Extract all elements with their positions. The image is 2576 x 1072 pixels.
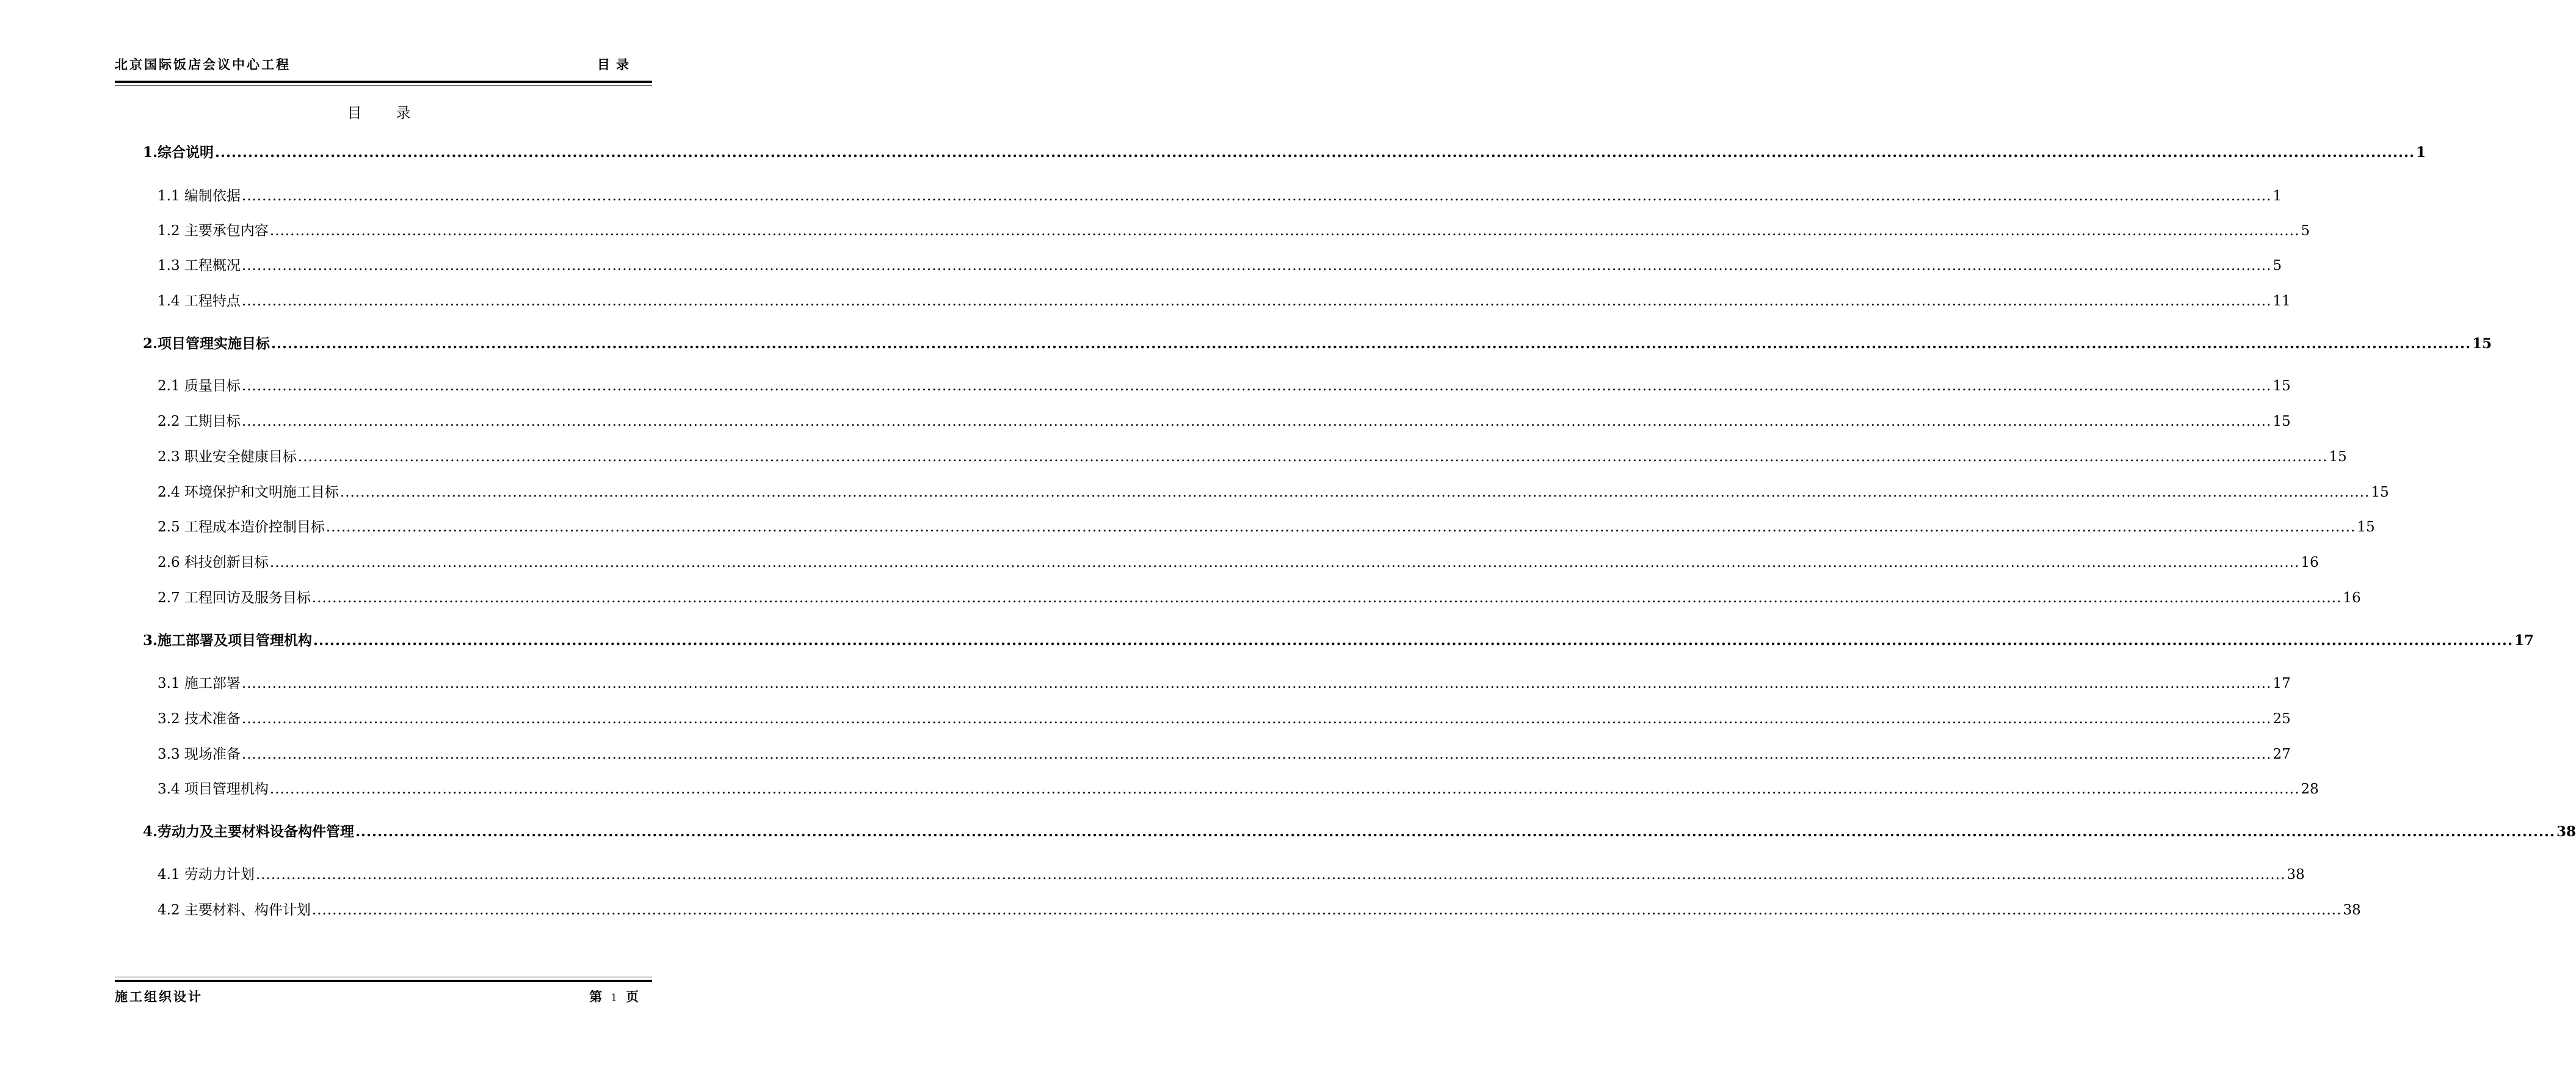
toc-section-entry[interactable]: [158, 516, 2375, 538]
toc-section-entry[interactable]: [158, 481, 2389, 503]
header-section-label: 目录: [597, 57, 635, 72]
toc-entry-page: 17: [2514, 632, 2534, 649]
toc-entry-page: 15: [2273, 378, 2291, 394]
toc-entry-leader: ................................................................................................................................................................................................................................................................................................................................................................................................................: [325, 519, 2356, 535]
toc-entry-page: 16: [2301, 555, 2319, 571]
toc-entry-page: 17: [2273, 676, 2291, 691]
toc-section-entry[interactable]: [158, 864, 2305, 886]
header-rule-thick: [115, 81, 652, 83]
toc-entry-leader: ................................................................................................................................................................................................................................................................................................................................................................................................................: [215, 144, 2415, 161]
toc-entry-label: 2.项目管理实施目标: [143, 335, 270, 352]
footer-rule-thick: [115, 980, 652, 982]
toc-section-entry[interactable]: [158, 220, 2310, 242]
toc-entry-page: 38: [2287, 867, 2305, 883]
toc-entry-leader: ................................................................................................................................................................................................................................................................................................................................................................................................................: [241, 293, 2272, 309]
toc-section-entry[interactable]: [158, 255, 2282, 277]
toc-entry-page: 38: [2343, 902, 2361, 918]
toc-section-entry[interactable]: [158, 743, 2291, 765]
toc-section-entry[interactable]: [158, 375, 2291, 397]
toc-entry-page: 25: [2273, 711, 2291, 727]
footer-page-indicator: [589, 987, 639, 1005]
toc-entry-page: 5: [2273, 258, 2282, 274]
toc-entry-leader: ................................................................................................................................................................................................................................................................................................................................................................................................................: [311, 590, 2342, 606]
footer-doc-name: 施工组织设计: [115, 990, 203, 1004]
toc-entry-leader: ................................................................................................................................................................................................................................................................................................................................................................................................................: [241, 746, 2272, 762]
toc-heading: [0, 101, 758, 122]
toc-entry-label: 2.2 工期目标: [158, 414, 241, 429]
toc-entry-leader: ................................................................................................................................................................................................................................................................................................................................................................................................................: [269, 781, 2300, 797]
toc-entry-page: 27: [2273, 746, 2291, 762]
toc-section-entry[interactable]: [158, 778, 2319, 800]
toc-entry-label: 2.6 科技创新目标: [158, 555, 269, 571]
toc-entry-leader: ................................................................................................................................................................................................................................................................................................................................................................................................................: [269, 555, 2300, 571]
toc-heading-left: 目: [347, 104, 362, 122]
toc-heading-right: 录: [396, 104, 411, 122]
toc-chapter-entry[interactable]: [143, 630, 2534, 652]
toc-entry-label: 2.5 工程成本造价控制目标: [158, 519, 325, 535]
toc-entry-page: 15: [2472, 335, 2492, 352]
toc-chapter-entry[interactable]: [143, 142, 2426, 164]
toc-entry-page: 11: [2273, 293, 2291, 309]
toc-entry-label: 4.1 劳动力计划: [158, 867, 255, 883]
toc-entry-leader: ................................................................................................................................................................................................................................................................................................................................................................................................................: [241, 711, 2272, 727]
page-header: [115, 53, 652, 77]
toc-chapter-entry[interactable]: [143, 333, 2492, 355]
toc-entry-page: 15: [2357, 519, 2375, 535]
toc-entry-leader: ................................................................................................................................................................................................................................................................................................................................................................................................................: [269, 223, 2300, 239]
toc-entry-label: 3.1 施工部署: [158, 676, 241, 691]
toc-section-entry[interactable]: [158, 708, 2291, 730]
toc-entry-leader: ................................................................................................................................................................................................................................................................................................................................................................................................................: [241, 188, 2272, 204]
toc-entry-page: 38: [2556, 823, 2576, 840]
toc-entry-page: 5: [2301, 223, 2310, 239]
footer-page-suffix: 页: [626, 990, 639, 1004]
toc-entry-label: 3.施工部署及项目管理机构: [143, 632, 313, 649]
toc-entry-leader: ................................................................................................................................................................................................................................................................................................................................................................................................................: [339, 484, 2370, 500]
toc-entry-label: 1.综合说明: [143, 144, 214, 161]
toc-entry-leader: ................................................................................................................................................................................................................................................................................................................................................................................................................: [255, 867, 2286, 883]
toc-entry-label: 1.1 编制依据: [158, 188, 241, 204]
toc-entry-label: 3.2 技术准备: [158, 711, 241, 727]
toc-entry-leader: ................................................................................................................................................................................................................................................................................................................................................................................................................: [297, 449, 2328, 465]
toc-entry-leader: ................................................................................................................................................................................................................................................................................................................................................................................................................: [241, 258, 2272, 274]
toc-entry-page: 15: [2371, 484, 2389, 500]
toc-entry-label: 3.3 现场准备: [158, 746, 241, 762]
toc-entry-page: 15: [2329, 449, 2347, 465]
footer-page-number: 1: [611, 992, 617, 1004]
toc-chapter-entry[interactable]: [143, 821, 2576, 843]
toc-section-entry[interactable]: [158, 552, 2319, 574]
page-footer: [115, 986, 652, 1010]
toc-entry-leader: ................................................................................................................................................................................................................................................................................................................................................................................................................: [241, 414, 2272, 429]
toc-section-entry[interactable]: [158, 673, 2291, 695]
header-rule-thin: [115, 85, 652, 86]
toc-section-entry[interactable]: [158, 185, 2282, 207]
toc-section-entry[interactable]: [158, 446, 2347, 468]
toc-entry-label: 4.2 主要材料、构件计划: [158, 902, 311, 918]
footer-page-prefix: 第: [589, 990, 603, 1004]
toc-section-entry[interactable]: [158, 410, 2291, 432]
toc-entry-page: 1: [2415, 144, 2426, 161]
toc-entry-page: 1: [2273, 188, 2282, 204]
toc-entry-label: 2.1 质量目标: [158, 378, 241, 394]
toc-entry-label: 4.劳动力及主要材料设备构件管理: [143, 823, 355, 840]
toc-entry-label: 1.4 工程特点: [158, 293, 241, 309]
header-project-name: 北京国际饭店会议中心工程: [115, 57, 291, 72]
toc-entry-label: 1.2 主要承包内容: [158, 223, 269, 239]
toc-entry-label: 3.4 项目管理机构: [158, 781, 269, 797]
toc-entry-leader: ................................................................................................................................................................................................................................................................................................................................................................................................................: [355, 823, 2555, 840]
toc-entry-leader: ................................................................................................................................................................................................................................................................................................................................................................................................................: [313, 632, 2513, 649]
toc-entry-page: 16: [2343, 590, 2361, 606]
toc-entry-label: 2.3 职业安全健康目标: [158, 449, 297, 465]
toc-entry-label: 2.7 工程回访及服务目标: [158, 590, 311, 606]
toc-entry-leader: ................................................................................................................................................................................................................................................................................................................................................................................................................: [241, 676, 2272, 691]
toc-entry-leader: ................................................................................................................................................................................................................................................................................................................................................................................................................: [311, 902, 2342, 918]
toc-entry-page: 28: [2301, 781, 2319, 797]
toc-section-entry[interactable]: [158, 587, 2361, 609]
toc-entry-leader: ................................................................................................................................................................................................................................................................................................................................................................................................................: [241, 378, 2272, 394]
toc-entry-label: 1.3 工程概况: [158, 258, 241, 274]
toc-entry-label: 2.4 环境保护和文明施工目标: [158, 484, 339, 500]
toc-entry-page: 15: [2273, 414, 2291, 429]
toc-section-entry[interactable]: [158, 899, 2361, 921]
toc-section-entry[interactable]: [158, 290, 2291, 312]
toc-entry-leader: ................................................................................................................................................................................................................................................................................................................................................................................................................: [271, 335, 2471, 352]
